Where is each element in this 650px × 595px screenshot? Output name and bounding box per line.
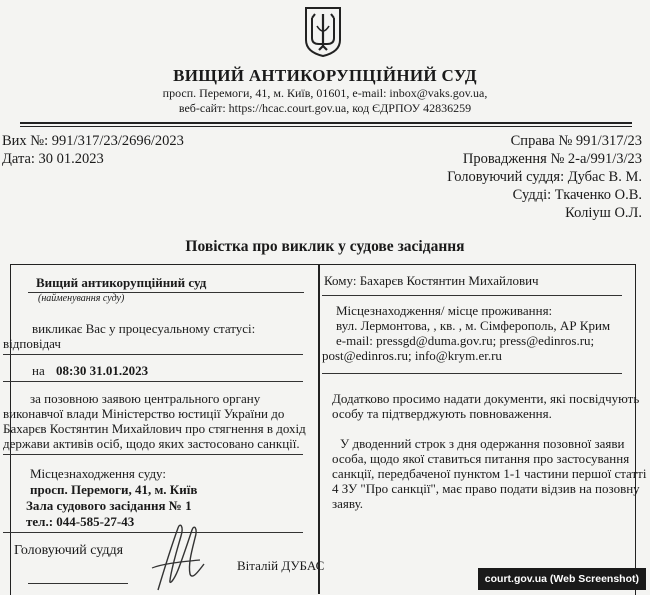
field-line [3, 354, 303, 355]
notice-2: особа, щодо якої ставиться питання про застосування [332, 451, 630, 466]
court-website: веб-сайт: https://hcac.court.gov.ua, код ЄДРПОУ 42836259 [178, 101, 472, 115]
document-date: Дата: 30 01.2023 [2, 151, 104, 167]
extra-docs-2: особу та підтверджують повноваження. [332, 406, 552, 421]
notice-4: 4 ЗУ "Про санкції", має право подати відзив на позовну [332, 481, 640, 496]
proceeding-number: Провадження № 2-а/991/3/23 [462, 151, 642, 167]
judges-line-1: Судді: Ткаченко О.В. [512, 187, 642, 203]
judge-name: Віталій ДУБАС [237, 558, 325, 573]
court-caption: (найменування суду) [38, 293, 125, 304]
claim-text-4: держави активів осіб, щодо яких застосовано санкції. [3, 436, 300, 451]
case-number: Справа № 991/317/23 [510, 133, 642, 149]
header-rule [20, 122, 632, 124]
field-line [322, 373, 622, 374]
court-address: просп. Перемоги, 41, м. Київ, 01601, e-mail: inbox@vaks.gov.ua, [162, 86, 488, 100]
court-field: Вищий антикорупційний суд [36, 275, 207, 290]
recipient-emails-1: e-mail: pressgd@duma.gov.ru; press@edinros.ru; [336, 333, 595, 348]
procedural-status: відповідач [3, 336, 61, 351]
claim-text-1: за позовною заявою центрального органу [30, 391, 261, 406]
courtroom: Зала судового засідання № 1 [26, 498, 192, 513]
judge-signature [148, 520, 208, 594]
recipient: Кому: Бахарєв Костянтин Михайлович [324, 273, 539, 288]
form-divider [318, 264, 320, 594]
judge-label: Головуючий суддя [14, 543, 124, 558]
coat-of-arms-icon [304, 6, 342, 58]
field-line [3, 454, 303, 455]
recipient-emails-2: post@edinros.ru; info@krym.er.ru [322, 348, 502, 363]
location-label: Місцезнаходження суду: [30, 466, 166, 481]
notice-3: санкції, передбаченої пунктом 1-1 частини першої статті [332, 466, 647, 481]
hearing-datetime: 08:30 31.01.2023 [56, 363, 149, 378]
claim-text-2: виконавчої влади Міністерство юстиції України до [3, 406, 285, 421]
notice-5: заяву. [332, 496, 364, 511]
field-line [3, 381, 303, 382]
document-title: Повістка про виклик у судове засідання [185, 238, 465, 255]
presiding-judge: Головуючий суддя: Дубас В. М. [447, 169, 642, 185]
summons-text: викликає Вас у процесуальному статусі: [32, 321, 256, 336]
signature-line [28, 583, 128, 584]
residence-label: Місцезнаходження/ місце проживання: [336, 303, 553, 318]
header-rule-thin [20, 126, 632, 127]
extra-docs-1: Додатково просимо надати документи, які посвідчують [332, 391, 640, 406]
residence-address: вул. Лермонтова, , кв. , м. Сімферополь, АР Крим [336, 318, 611, 333]
claim-text-3: Бахарєв Костянтин Михайлович про стягнення в дохід [3, 421, 306, 436]
field-line [322, 295, 622, 296]
location-address: просп. Перемоги, 41, м. Київ [30, 482, 198, 497]
outgoing-number: Вих №: 991/317/23/2696/2023 [2, 133, 184, 149]
notice-1: У дводенний строк з дня одержання позовної заяви [340, 436, 625, 451]
court-phone: тел.: 044-585-27-43 [26, 514, 135, 529]
court-name: ВИЩИЙ АНТИКОРУПЦІЙНИЙ СУД [173, 66, 477, 85]
time-prefix: на [32, 363, 45, 378]
source-credit: court.gov.ua (Web Screenshot) [478, 568, 646, 590]
judges-line-2: Коліуш О.Л. [565, 205, 642, 221]
